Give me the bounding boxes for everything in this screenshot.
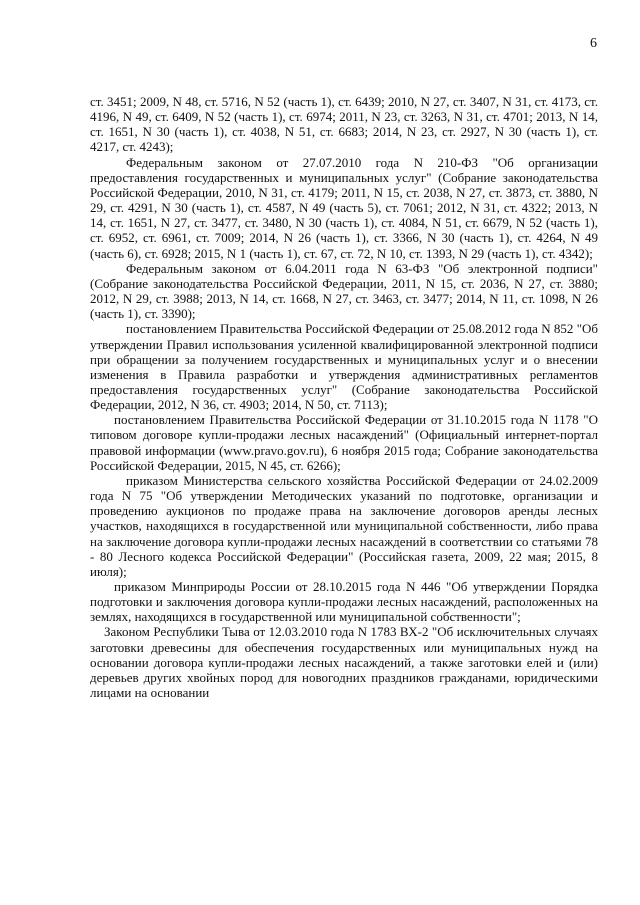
paragraph-federal-law-210: Федеральным законом от 27.07.2010 года N 210-ФЗ "Об организации предоставления государственных и муниципальных услуг" (Собрание законодательства Российской Федерации, 2010, N 31, ст. 4179; 2011, N 15, ст. 2038, N 27, ст. 3873, ст. 3880, N 29, ст. 4291, N 30 (часть 1), ст. 4587, N 49 (часть 5), ст. 7061; 2012, N 31, ст. 4322; 2013, N 14, ст. 1651, N 27, ст. 3477, ст. 3480, N 30 (часть 1), ст. 4084, N 51, ст. 6679, N 52 (часть 1), ст. 6952, ст. 6961, ст. 7009; 2014, N 26 (часть 1), ст. 3366, N 30 (часть 1), ст. 4264, N 49 (часть 6), ст. 6928; 2015, N 1 (часть 1), ст. 67, ст. 72, N 10, ст. 1393, N 29 (часть 1), ст. 4342); xyxy=(90,154,598,261)
paragraph-tyva-law-1783: Законом Республики Тыва от 12.03.2010 года N 1783 ВХ-2 "Об исключительных случаях заготовки древесины для обеспечения государственных или муниципальных нужд на основании договора купли-продажи лесных насаждений, а также заготовки елей и (или) деревьев других хвойных пород для новогодних праздников гражданами, юридическими лицами на основании xyxy=(90,624,598,701)
document-body xyxy=(90,94,598,700)
page-number: 6 xyxy=(590,36,597,51)
paragraph-ministry-order-446: приказом Минприроды России от 28.10.2015 года N 446 "Об утверждении Порядка подготовки и заключения договора купли-продажи лесных насаждений, расположенных на землях, находящихся в государственной или муниципальной собственности"; xyxy=(90,579,598,625)
paragraph-ministry-order-75: приказом Министерства сельского хозяйства Российской Федерации от 24.02.2009 года N 75 "Об утверждении Методических указаний по подготовке, организации и проведению аукционов по продаже права на заключение договоров аренды лесных участков, находящихся в государственной или муниципальной собственности, либо права на заключение договора купли-продажи лесных насаждений в соответствии со статьями 78 - 80 Лесного кодекса Российской Федерации" (Российская газета, 2009, 22 мая; 2015, 8 июля); xyxy=(90,472,598,579)
paragraph-citation-continuation: ст. 3451; 2009, N 48, ст. 5716, N 52 (часть 1), ст. 6439; 2010, N 27, ст. 3407, N 31, ст. 4173, ст. 4196, N 49, ст. 6409, N 52 (часть 1), ст. 6974; 2011, N 23, ст. 3263, N 31, ст. 4701; 2013, N 14, ст. 1651, N 30 (часть 1), ст. 4038, N 51, ст. 6683; 2014, N 23, ст. 2927, N 30 (часть 1), ст. 4217, ст. 4243); xyxy=(90,94,598,155)
paragraph-government-decree-1178: постановлением Правительства Российской Федерации от 31.10.2015 года N 1178 "О типовом договоре купли-продажи лесных насаждений" (Официальный интернет-портал правовой информации (www.pravo.gov.ru), 6 ноября 2015 года; Собрание законодательства Российской Федерации, 2015, N 45, ст. 6266); xyxy=(90,412,598,473)
paragraph-federal-law-63: Федеральным законом от 6.04.2011 года N 63-ФЗ "Об электронной подписи" (Собрание законодательства Российской Федерации, 2011, N 15, ст. 2036, N 27, ст. 3880; 2012, N 29, ст. 3988; 2013, N 14, ст. 1668, N 27, ст. 3463, ст. 3477; 2014, N 11, ст. 1098, N 26 (часть 1), ст. 3390); xyxy=(90,260,598,322)
paragraph-government-decree-852: постановлением Правительства Российской Федерации от 25.08.2012 года N 852 "Об утверждении Правил использования усиленной квалифицированной электронной подписи при обращении за получением государственных и муниципальных услуг и о внесении изменения в Правила разработки и утверждения административных регламентов предоставления государственных услуг" (Собрание законодательства Российской Федерации, 2012, N 36, ст. 4903; 2014, N 50, ст. 7113); xyxy=(90,321,598,413)
